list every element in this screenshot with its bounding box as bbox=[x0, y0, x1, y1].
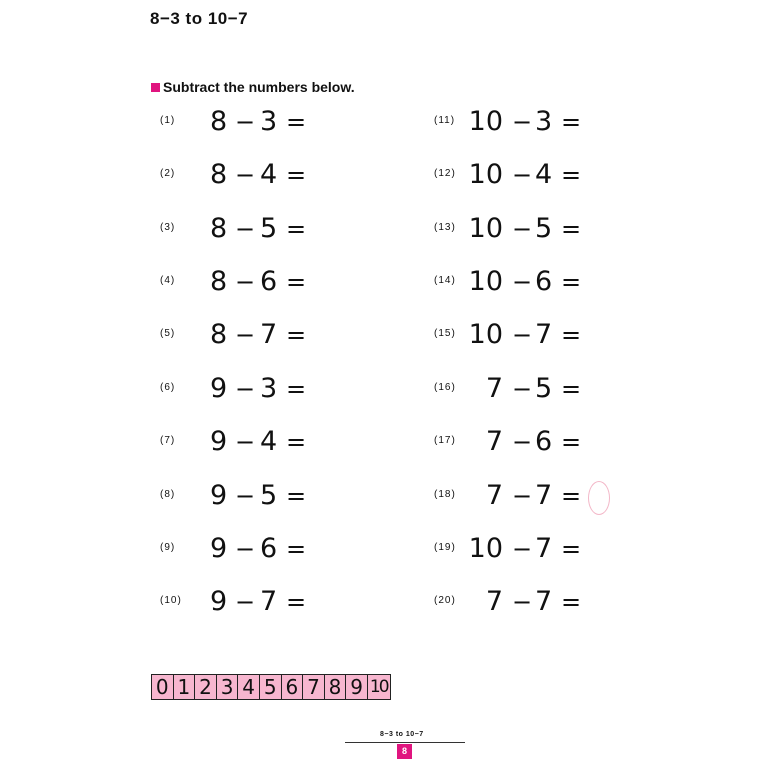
page-number-badge: 8 bbox=[397, 744, 412, 759]
equals-sign: = bbox=[286, 215, 307, 243]
minuend: 9 bbox=[210, 480, 228, 511]
problem-number: (2) bbox=[160, 168, 176, 179]
problem-number: (9) bbox=[160, 542, 176, 553]
subtrahend: 7 bbox=[535, 533, 553, 564]
instruction bbox=[151, 79, 355, 95]
minus-sign: − bbox=[512, 268, 533, 296]
minuend: 10 bbox=[468, 106, 503, 137]
minus-sign: − bbox=[235, 535, 256, 563]
equals-sign: = bbox=[286, 535, 307, 563]
problem-number: (18) bbox=[434, 489, 456, 500]
minus-sign: − bbox=[235, 588, 256, 616]
equals-sign: = bbox=[286, 321, 307, 349]
instruction-text: Subtract the numbers below. bbox=[163, 79, 355, 95]
problem-number: (14) bbox=[434, 275, 456, 286]
problem-number: (13) bbox=[434, 222, 456, 233]
minus-sign: − bbox=[235, 482, 256, 510]
square-bullet-icon bbox=[151, 83, 160, 92]
minuend: 10 bbox=[468, 533, 503, 564]
number-line-cell: 2 bbox=[195, 675, 217, 699]
subtrahend: 5 bbox=[260, 213, 278, 244]
problem-item bbox=[0, 534, 769, 564]
equals-sign: = bbox=[286, 482, 307, 510]
equals-sign: = bbox=[286, 161, 307, 189]
subtrahend: 7 bbox=[535, 480, 553, 511]
problem-number: (3) bbox=[160, 222, 176, 233]
minuend: 8 bbox=[210, 319, 228, 350]
subtrahend: 4 bbox=[260, 159, 278, 190]
problem-number: (1) bbox=[160, 115, 176, 126]
problem-item bbox=[0, 320, 769, 350]
problem-item bbox=[0, 427, 769, 457]
minuend: 10 bbox=[468, 213, 503, 244]
minuend: 8 bbox=[210, 106, 228, 137]
minus-sign: − bbox=[235, 161, 256, 189]
minus-sign: − bbox=[512, 428, 533, 456]
footer-divider bbox=[345, 742, 465, 743]
minus-sign: − bbox=[235, 321, 256, 349]
number-line-cell: 9 bbox=[346, 675, 368, 699]
minuend: 7 bbox=[485, 373, 503, 404]
subtrahend: 6 bbox=[260, 533, 278, 564]
problem-number: (5) bbox=[160, 328, 176, 339]
subtrahend: 6 bbox=[260, 266, 278, 297]
footer-label: 8−3 to 10−7 bbox=[380, 731, 424, 738]
subtrahend: 6 bbox=[535, 266, 553, 297]
problem-item bbox=[0, 214, 769, 244]
minuend: 7 bbox=[485, 426, 503, 457]
problem-number: (4) bbox=[160, 275, 176, 286]
subtrahend: 4 bbox=[260, 426, 278, 457]
equals-sign: = bbox=[286, 588, 307, 616]
problem-number: (19) bbox=[434, 542, 456, 553]
number-line-cell: 3 bbox=[217, 675, 239, 699]
equals-sign: = bbox=[286, 268, 307, 296]
minuend: 7 bbox=[485, 480, 503, 511]
problem-item bbox=[0, 587, 769, 617]
minus-sign: − bbox=[235, 108, 256, 136]
problem-number: (16) bbox=[434, 382, 456, 393]
minus-sign: − bbox=[512, 215, 533, 243]
minuend: 8 bbox=[210, 266, 228, 297]
equals-sign: = bbox=[561, 375, 582, 403]
subtrahend: 6 bbox=[535, 426, 553, 457]
minus-sign: − bbox=[512, 588, 533, 616]
problem-item bbox=[0, 160, 769, 190]
problem-number: (17) bbox=[434, 435, 456, 446]
subtrahend: 4 bbox=[535, 159, 553, 190]
number-line-cell: 5 bbox=[260, 675, 282, 699]
page-title: 8−3 to 10−7 bbox=[150, 9, 249, 28]
minus-sign: − bbox=[512, 161, 533, 189]
minuend: 9 bbox=[210, 426, 228, 457]
minus-sign: − bbox=[235, 215, 256, 243]
number-line-cell: 7 bbox=[303, 675, 325, 699]
problem-number: (10) bbox=[160, 595, 182, 606]
problem-number: (6) bbox=[160, 382, 176, 393]
number-line-cell: 8 bbox=[325, 675, 347, 699]
problem-number: (7) bbox=[160, 435, 176, 446]
equals-sign: = bbox=[561, 268, 582, 296]
number-line-cell: 6 bbox=[282, 675, 304, 699]
equals-sign: = bbox=[286, 108, 307, 136]
minus-sign: − bbox=[512, 482, 533, 510]
subtrahend: 3 bbox=[260, 106, 278, 137]
minus-sign: − bbox=[512, 108, 533, 136]
minuend: 10 bbox=[468, 159, 503, 190]
minus-sign: − bbox=[235, 375, 256, 403]
equals-sign: = bbox=[286, 428, 307, 456]
equals-sign: = bbox=[561, 108, 582, 136]
equals-sign: = bbox=[561, 535, 582, 563]
problem-number: (15) bbox=[434, 328, 456, 339]
number-line bbox=[151, 674, 391, 700]
subtrahend: 7 bbox=[535, 586, 553, 617]
subtrahend: 7 bbox=[260, 586, 278, 617]
equals-sign: = bbox=[286, 375, 307, 403]
number-line-cell: 1 bbox=[174, 675, 196, 699]
equals-sign: = bbox=[561, 428, 582, 456]
minus-sign: − bbox=[235, 428, 256, 456]
minuend: 9 bbox=[210, 533, 228, 564]
minus-sign: − bbox=[512, 535, 533, 563]
subtrahend: 5 bbox=[535, 213, 553, 244]
answer-circle-mark bbox=[588, 481, 610, 515]
equals-sign: = bbox=[561, 482, 582, 510]
problem-number: (8) bbox=[160, 489, 176, 500]
problem-item bbox=[0, 374, 769, 404]
minus-sign: − bbox=[512, 375, 533, 403]
number-line-cell: 10 bbox=[369, 677, 388, 697]
equals-sign: = bbox=[561, 321, 582, 349]
number-line-cell: 4 bbox=[238, 675, 260, 699]
equals-sign: = bbox=[561, 588, 582, 616]
number-line-cell: 0 bbox=[152, 675, 174, 699]
minuend: 9 bbox=[210, 373, 228, 404]
minuend: 7 bbox=[485, 586, 503, 617]
problem-number: (12) bbox=[434, 168, 456, 179]
subtrahend: 5 bbox=[260, 480, 278, 511]
minuend: 10 bbox=[468, 319, 503, 350]
problem-item bbox=[0, 267, 769, 297]
subtrahend: 3 bbox=[260, 373, 278, 404]
minus-sign: − bbox=[512, 321, 533, 349]
minuend: 10 bbox=[468, 266, 503, 297]
subtrahend: 3 bbox=[535, 106, 553, 137]
subtrahend: 7 bbox=[260, 319, 278, 350]
problem-number: (11) bbox=[434, 115, 456, 126]
problem-item bbox=[0, 481, 769, 511]
subtrahend: 7 bbox=[535, 319, 553, 350]
minus-sign: − bbox=[235, 268, 256, 296]
problem-number: (20) bbox=[434, 595, 456, 606]
minuend: 9 bbox=[210, 586, 228, 617]
minuend: 8 bbox=[210, 213, 228, 244]
problem-item bbox=[0, 107, 769, 137]
equals-sign: = bbox=[561, 215, 582, 243]
minuend: 8 bbox=[210, 159, 228, 190]
subtrahend: 5 bbox=[535, 373, 553, 404]
equals-sign: = bbox=[561, 161, 582, 189]
